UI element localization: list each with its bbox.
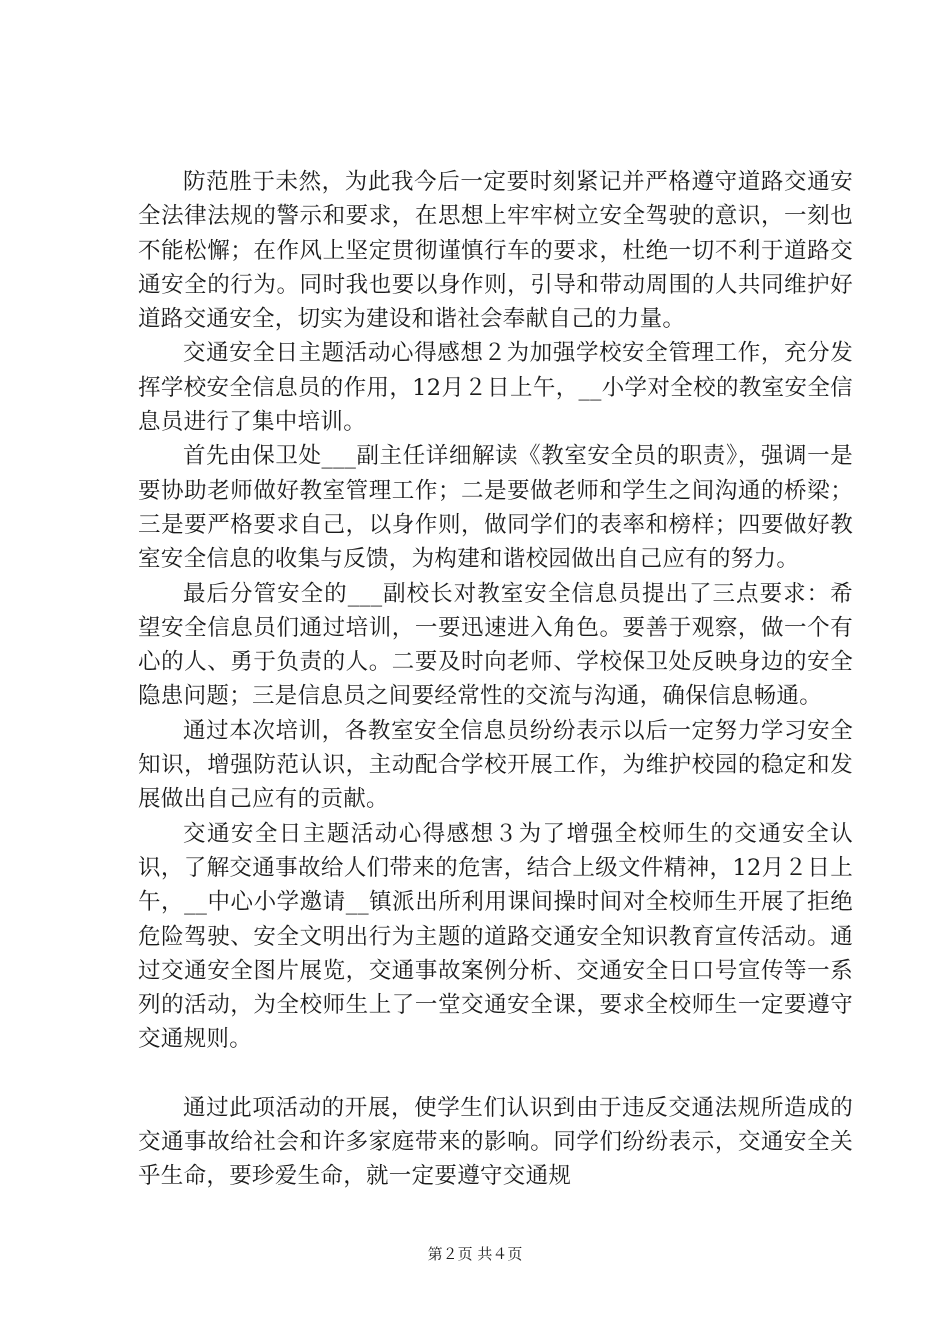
paragraph-6: 交通安全日主题活动心得感想３为了增强全校师生的交通安全认识，了解交通事故给人们带来的危害，结合上级文件精神，12月２日上午，__中心小学邀请__镇派出所利用课间操时间对全校师生开展了拒绝危险驾驶、安全文明出行为主题的道路交通安全知识教育宣传活动。通过交通安全图片展览，交通事故案例分析、交通安全日口号宣传等一系列的活动，为全校师生上了一堂交通安全课，要求全校师生一定要遵守交通规则。	[138, 820, 853, 1053]
paragraph-2: 交通安全日主题活动心得感想２为加强学校安全管理工作，充分发挥学校安全信息员的作用，12月２日上午，__小学对全校的教室安全信息员进行了集中培训。	[138, 340, 853, 436]
paragraph-5: 通过本次培训，各教室安全信息员纷纷表示以后一定努力学习安全知识，增强防范认识，主动配合学校开展工作，为维护校园的稳定和发展做出自己应有的贡献。	[138, 717, 853, 813]
document-body	[138, 165, 853, 1194]
paragraph-4: 最后分管安全的___副校长对教室安全信息员提出了三点要求：希望安全信息员们通过培训，一要迅速进入角色。要善于观察，做一个有心的人、勇于负责的人。二要及时向老师、学校保卫处反映身边的安全隐患问题；三是信息员之间要经常性的交流与沟通，确保信息畅通。	[138, 580, 853, 710]
paragraph-3: 首先由保卫处___副主任详细解读《教室安全员的职责》，强调一是要协助老师做好教室管理工作；二是要做老师和学生之间沟通的桥梁；三是要严格要求自己，以身作则，做同学们的表率和榜样；四要做好教室安全信息的收集与反馈，为构建和谐校园做出自己应有的努力。	[138, 443, 853, 573]
paragraph-7: 通过此项活动的开展，使学生们认识到由于违反交通法规所造成的交通事故给社会和许多家庭带来的影响。同学们纷纷表示，交通安全关乎生命，要珍爱生命，就一定要遵守交通规	[138, 1094, 853, 1190]
paragraph-1: 防范胜于未然，为此我今后一定要时刻紧记并严格遵守道路交通安全法律法规的警示和要求，在思想上牢牢树立安全驾驶的意识，一刻也不能松懈；在作风上坚定贯彻谨慎行车的要求，杜绝一切不利于道路交通安全的行为。同时我也要以身作则，引导和带动周围的人共同维护好道路交通安全，切实为建设和谐社会奉献自己的力量。	[138, 169, 853, 333]
page-footer: 第２页 共４页	[427, 1245, 523, 1263]
